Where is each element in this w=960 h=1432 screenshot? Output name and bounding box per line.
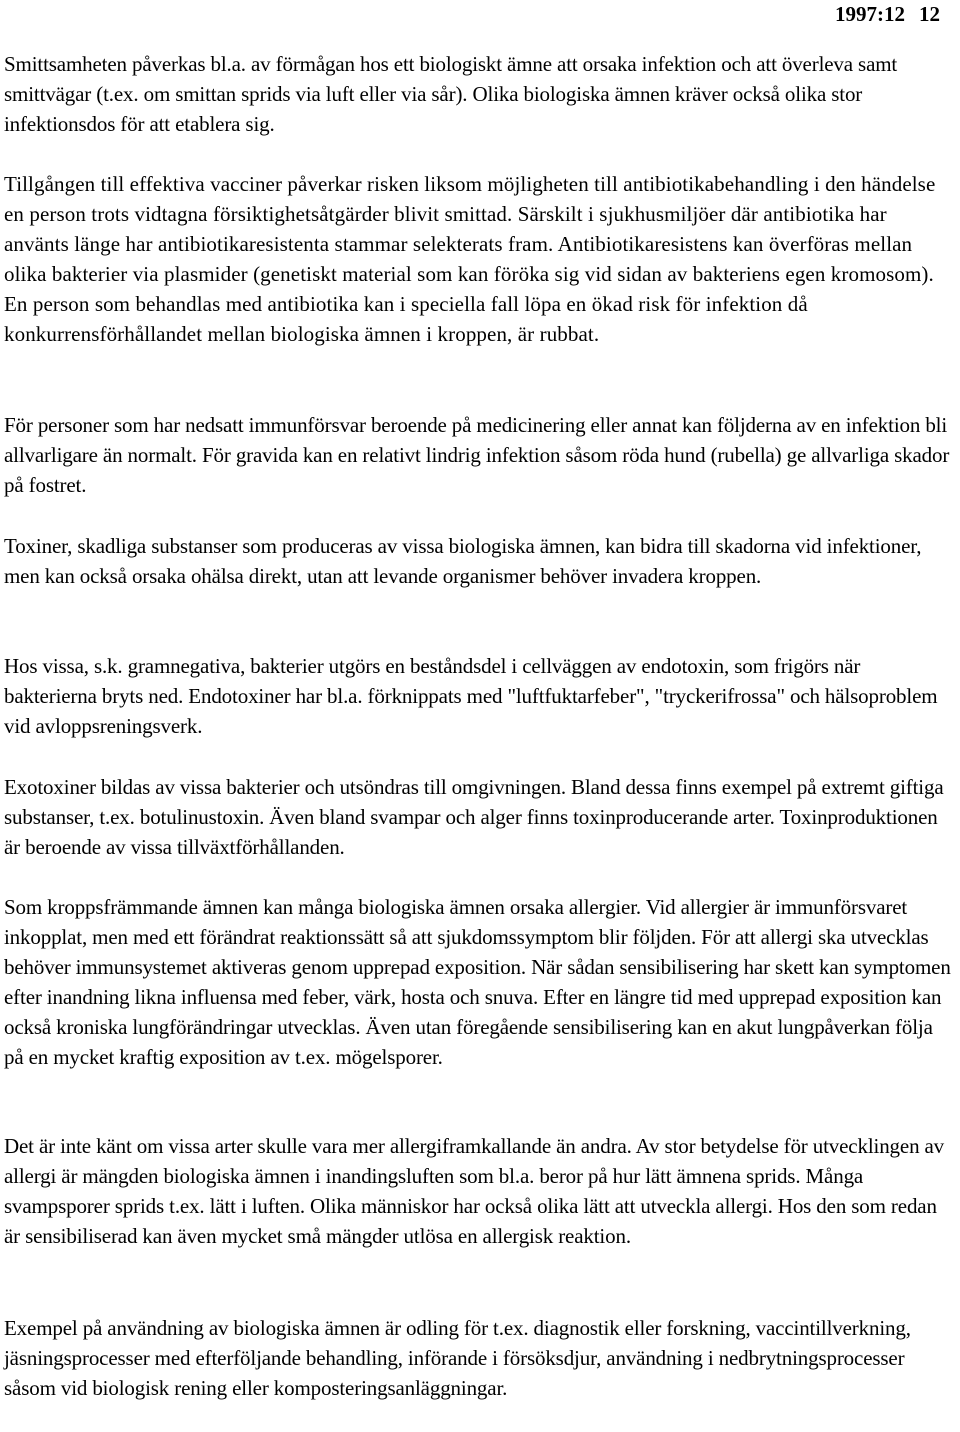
- page-header: [835, 2, 940, 26]
- paragraph-exotoxins: Exotoxiner bildas av vissa bakterier och utsöndras till omgivningen. Bland dessa finns exempel på extremt giftiga substanser, t.ex. botulinustoxin. Även bland svampar och alger finns toxinproducerande arter. Toxinproduktionen är beroende av vissa tillväxtförhållanden.: [4, 775, 944, 859]
- page-number: 12: [919, 2, 940, 26]
- paragraph-allergy-factors: Det är inte känt om vissa arter skulle vara mer allergiframkallande än andra. Av stor betydelse för utvecklingen av allergi är mängden biologiska ämnen i inandingsluften som bl.a. beror på hur lätt ämnena sprids. Många svampsporer sprids t.ex. lätt i luften. Olika människor har också olika lätt att utveckla allergi. Hos den som redan är sensibiliserad kan även mycket små mängder utlösa en allergisk reaktion.: [4, 1134, 945, 1248]
- paragraph-allergies: Som kroppsfrämmande ämnen kan många biologiska ämnen orsaka allergier. Vid allergier är immunförsvaret inkopplat, men med ett förändrat reaktionssätt så att sjukdomssymptom blir följden. För att allergi ska utvecklas behöver immunsystemet aktiveras genom upprepad exposition. När sådan sensibilisering har skett kan symptomen efter inandning likna influensa med feber, värk, hosta och snuva. Efter en längre tid med upprepad exposition kan också kroniska lungförändringar utvecklas. Även utan föregående sensibilisering kan en akut lungpåverkan följa på en mycket kraftig exposition av t.ex. mögelsporer.: [4, 895, 951, 1069]
- paragraph-toxins: Toxiner, skadliga substanser som produceras av vissa biologiska ämnen, kan bidra till skadorna vid infektioner, men kan också orsaka ohälsa direkt, utan att levande organismer behöver invadera kroppen.: [4, 534, 922, 588]
- paragraph-immune-deficiency: För personer som har nedsatt immunförsvar beroende på medicinering eller annat kan följderna av en infektion bli allvarligare än normalt. För gravida kan en relativt lindrig infektion såsom röda hund (rubella) ge allvarliga skador på fostret.: [4, 413, 950, 497]
- paragraph-usage-examples: Exempel på användning av biologiska ämnen är odling för t.ex. diagnostik eller forskning, vaccintillverkning, jäsningsprocesser med efterföljande behandling, införande i försöksdjur, användning i nedbrytningsprocesser såsom vid biologisk rening eller komposteringsanläggningar.: [4, 1316, 911, 1400]
- paragraph-vaccines-antibiotics: Tillgången till effektiva vacciner påverkar risken liksom möjligheten till antibiotikabehandling i den händelse en person trots vidtagna försiktighetsåtgärder blivit smittad. Särskilt i sjukhusmiljöer där antibiotika har använts länge har antibiotikaresistenta stammar selekterats fram. Antibiotikaresistens kan överföras mellan olika bakterier via plasmider (genetiskt material som kan föröka sig vid sidan av bakteriens egen kromosom). En person som behandlas med antibiotika kan i speciella fall löpa en ökad risk för infektion då konkurrensförhållandet mellan biologiska ämnen i kroppen, är rubbat.: [4, 172, 936, 346]
- paragraph-endotoxins: Hos vissa, s.k. gramnegativa, bakterier utgörs en beståndsdel i cellväggen av endotoxin, som frigörs när bakterierna bryts ned. Endotoxiner har bl.a. förknippats med "luftfuktarfeber", "tryckerifrossa" och hälsoproblem vid avloppsreningsverk.: [4, 654, 938, 738]
- paragraph-infectivity: Smittsamheten påverkas bl.a. av förmågan hos ett biologiskt ämne att orsaka infektion och att överleva samt smittvägar (t.ex. om smittan sprids via luft eller via sår). Olika biologiska ämnen kräver också olika stor infektionsdos för att etablera sig.: [4, 52, 898, 136]
- document-number: 1997:12: [835, 2, 905, 26]
